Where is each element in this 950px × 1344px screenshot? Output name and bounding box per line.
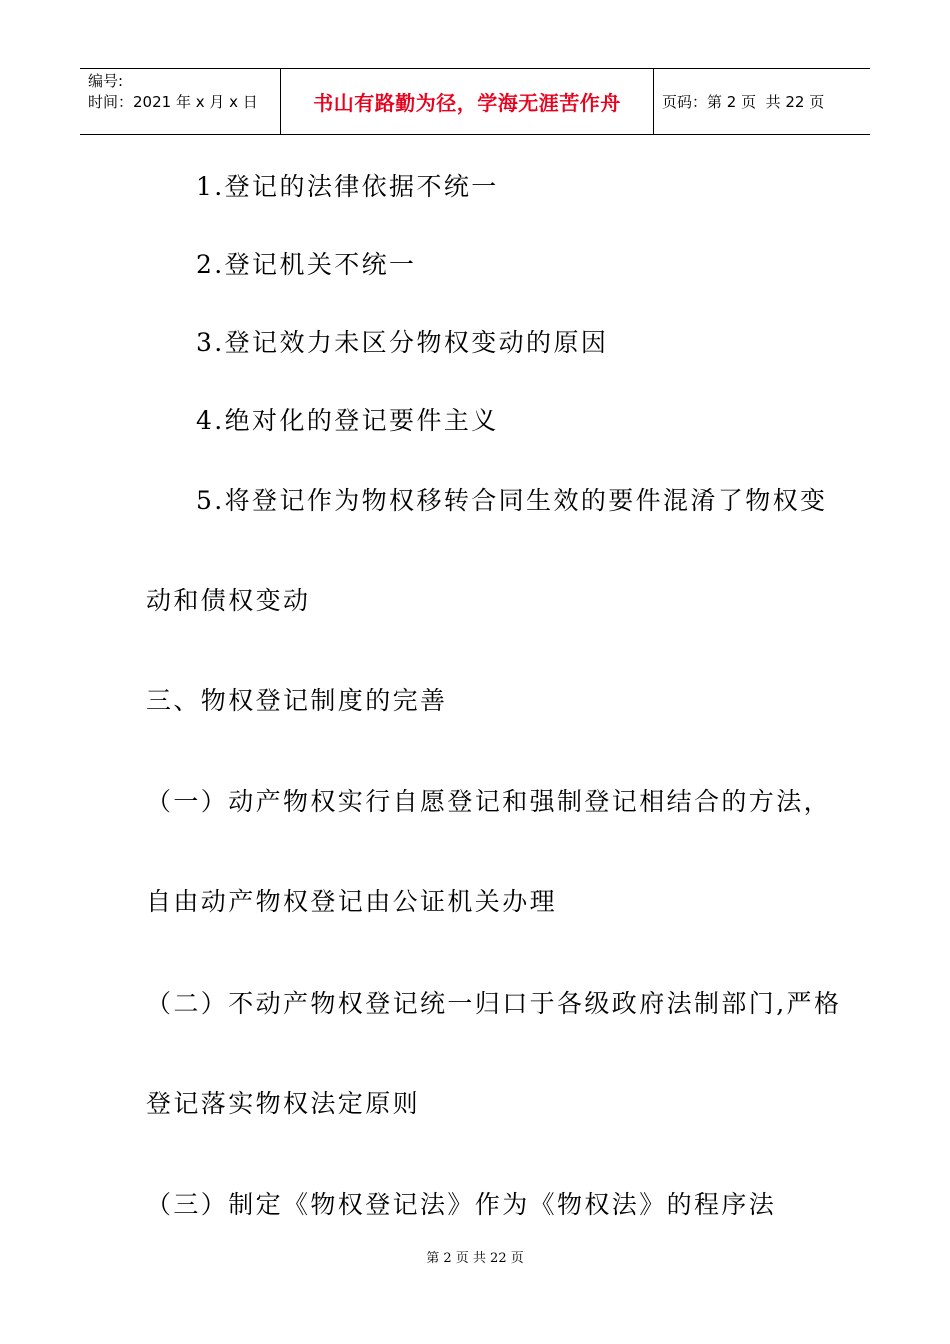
body-line-11: 登记落实物权法定原则 (146, 1089, 421, 1118)
document-number-label: 编号: (88, 72, 124, 90)
body-line-12: （三）制定《物权登记法》作为《物权法》的程序法 (146, 1190, 777, 1219)
body-line-2: 2.登记机关不统一 (196, 250, 417, 279)
body-line-3: 3.登记效力未区分物权变动的原因 (196, 328, 609, 357)
body-line-9: 自由动产物权登记由公证机关办理 (146, 887, 558, 916)
body-line-5: 5.将登记作为物权移转合同生效的要件混淆了物权变 (196, 486, 828, 515)
document-time-label: 时间：2021 年 x 月 x 日 (88, 93, 258, 111)
page-header (80, 68, 870, 135)
body-line-8: （一）动产物权实行自愿登记和强制登记相结合的方法， (146, 787, 832, 816)
header-page-label: 页码：第 2 页 共 22 页 (662, 93, 825, 111)
header-page-cell (654, 69, 870, 134)
section-heading: 三、物权登记制度的完善 (146, 686, 448, 715)
page-footer: 第 2 页 共 22 页 (426, 1251, 524, 1266)
body-line-1: 1.登记的法律依据不统一 (196, 172, 499, 201)
body-line-6: 动和债权变动 (146, 586, 311, 615)
header-motto-cell (281, 69, 654, 134)
header-meta-cell (80, 69, 281, 134)
header-motto: 书山有路勤为径，学海无涯苦作舟 (313, 91, 621, 115)
body-line-4: 4.绝对化的登记要件主义 (196, 406, 499, 435)
body-line-10: （二）不动产物权登记统一归口于各级政府法制部门,严格 (146, 989, 842, 1018)
